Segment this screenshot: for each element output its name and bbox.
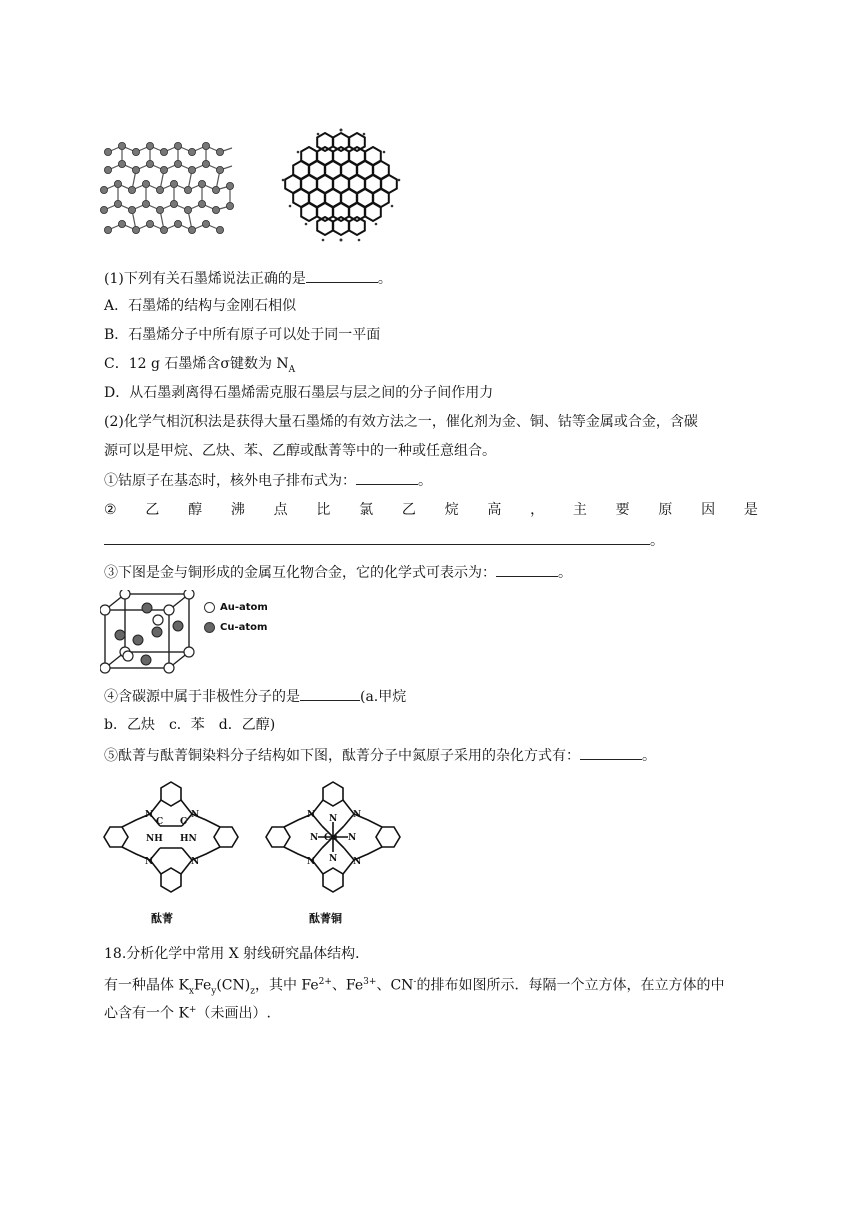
n-atom-label: N [145, 810, 154, 820]
q2-sub5-blank[interactable] [580, 745, 642, 760]
q2-sub3-blank[interactable] [496, 562, 558, 577]
q18-line-1: 有一种晶体 $K_xFe_y(CN)_z$，其中 $Fe^{2+}$、$Fe^{3+}$、CN-的排布如图所示．每隔一个立方体，在立方体的中 [104, 977, 725, 997]
n-atom-label: N [353, 810, 362, 820]
q2-sub3: ③下图是金与铜形成的金属互化物合金，它的化学式可表示为： 。 [104, 562, 572, 583]
q2-intro-line-2: 源可以是甲烷、乙炔、苯、乙醇或酞菁等中的一种或任意组合。 [104, 443, 496, 459]
q1-option-a: A．石墨烯的结构与金刚石相似 [104, 298, 297, 314]
c-atom-label: C [180, 817, 188, 827]
q1-answer-blank[interactable] [306, 268, 378, 283]
q2-sub1-blank[interactable] [356, 470, 418, 485]
n-atom-label: N [307, 857, 316, 867]
caption-copper-phthalocyanine: 酞菁铜 [309, 912, 342, 925]
q2-sub2-blank[interactable] [104, 530, 650, 545]
q1-option-b: B．石墨烯分子中所有原子可以处于同一平面 [104, 327, 381, 343]
q2-sub4-line-b: b．乙炔 c．苯 d．乙醇) [104, 717, 276, 733]
n-atom-label: N [348, 833, 357, 843]
cu-atom-icon [204, 622, 215, 633]
q2-sub2-spread-line: ② 乙 醇 沸 点 比 氯 乙 烷 高 ， 主 要 原 因 是 [104, 502, 758, 518]
n-atom-label: N [307, 810, 316, 820]
phthalocyanine-structure-figure [100, 780, 242, 894]
n-atom-label: N [191, 810, 200, 820]
copper-phthalocyanine-structure-figure [262, 780, 404, 894]
q2-intro-line-1: (2)化学气相沉积法是获得大量石墨烯的有效方法之一，催化剂为金、铜、钴等金属或合金，含碳 [104, 414, 698, 430]
q2-sub5: ⑤酞菁与酞菁铜染料分子结构如下图，酞菁分子中氮原子采用的杂化方式有： 。 [104, 745, 656, 766]
hn-label: HN [180, 834, 197, 844]
c-atom-label: C [156, 817, 164, 827]
q18-line-2: 心含有一个 K+（未画出）. [104, 1005, 271, 1022]
q1-stem: (1)下列有关石墨烯说法正确的是 。 [104, 268, 392, 289]
caption-phthalocyanine: 酞菁 [151, 912, 173, 925]
q2-sub4-blank[interactable] [300, 686, 360, 701]
cu-atom-label: Cu [324, 833, 338, 843]
q18-title: 18.分析化学中常用 X 射线研究晶体结构． [104, 946, 370, 962]
q2-sub4-line-a: ④含碳源中属于非极性分子的是 (a.甲烷 [104, 686, 406, 707]
n-atom-label: N [310, 833, 319, 843]
legend-cu: Cu-atom [204, 622, 267, 633]
n-atom-label: N [353, 857, 362, 867]
legend-au: Au-atom [204, 602, 268, 613]
au-cu-unit-cell-figure [100, 590, 196, 674]
q2-sub2-answer-line: 。 [104, 530, 664, 551]
q1-option-c: C．12 g 石墨烯含σ键数为 $N_A$ [104, 356, 296, 375]
n-atom-label: N [191, 857, 200, 867]
nh-label: NH [146, 834, 163, 844]
graphene-hexagon-sheet-figure [278, 128, 404, 246]
n-atom-label: N [145, 857, 154, 867]
n-atom-label: N [329, 814, 338, 824]
graphene-side-view-figure [100, 140, 240, 240]
q1-option-d: D．从石墨剥离得石墨烯需克服石墨层与层之间的分子间作用力 [104, 385, 494, 401]
au-atom-icon [204, 602, 215, 613]
q2-sub1: ①钴原子在基态时，核外电子排布式为： 。 [104, 470, 432, 491]
n-atom-label: N [329, 854, 338, 864]
